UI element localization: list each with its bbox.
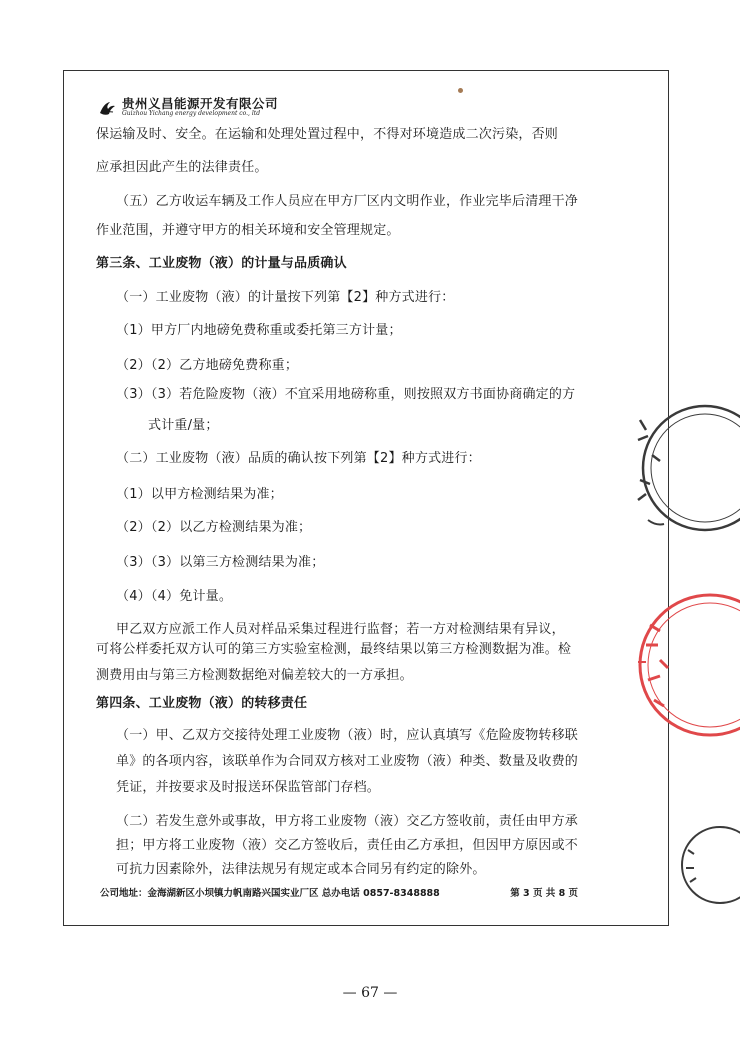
body-line: （1）以甲方检测结果为准； [116,487,283,502]
body-line: 可将公样委托双方认可的第三方实验室检测，最终结果以第三方检测数据为准。检 [96,642,572,657]
flame-logo-icon [98,99,118,117]
body-line: 凭证，并按要求及时报送环保监管部门存档。 [116,780,381,795]
section-heading: 第四条、工业废物（液）的转移责任 [96,696,308,711]
company-name-en: Guizhou Yichang energy development co., ltd [122,110,261,117]
body-line: （二）若发生意外或事故，甲方将工业废物（液）交乙方签收前，责任由甲方承 [116,814,579,829]
body-line: （4）（4）免计量。 [116,589,233,604]
body-line: （3）（3）以第三方检测结果为准； [116,555,325,570]
body-line: 测费用由与第三方检测数据绝对偏差较大的一方承担。 [96,668,413,683]
body-line: 作业范围，并遵守甲方的相关环境和安全管理规定。 [96,223,400,238]
body-line: 担；甲方将工业废物（液）交乙方签收后，责任由乙方承担，但因甲方原因或不 [116,838,579,853]
body-line: 应承担因此产生的法律责任。 [96,160,268,175]
body-line: （一）工业废物（液）的计量按下列第【2】种方式进行： [116,290,455,305]
page-info: 第 3 页 共 8 页 [510,888,578,899]
company-address: 公司地址：金海湖新区小坝镇力帆南路兴国实业厂区 总办电话 0857-8348888 [100,888,440,899]
body-line: 保运输及时、安全。在运输和处理处置过程中，不得对环境造成二次污染，否则 [96,127,559,142]
body-line: （3）（3）若危险废物（液）不宜采用地磅称重，则按照双方书面协商确定的方 [116,387,576,402]
body-line: 单》的各项内容，该联单作为合同双方核对工业废物（液）种类、数量及收费的 [116,754,579,769]
body-line: （2）（2）以乙方检测结果为准； [116,520,312,535]
body-line: （五）乙方收运车辆及工作人员应在甲方厂区内文明作业，作业完毕后清理干净 [116,194,579,209]
body-line: （一）甲、乙双方交接待处理工业废物（液）时，应认真填写《危险废物转移联 [116,728,579,743]
body-line: （2）（2）乙方地磅免费称重； [116,358,299,373]
page-number: — 67 — [342,985,398,1001]
black-seal-partial-lower [650,820,740,910]
body-line: 可抗力因素除外，法律法规另有规定或本合同另有约定的除外。 [116,862,486,877]
company-name-cn: 贵州义昌能源开发有限公司 [122,96,279,111]
black-seal-partial [610,400,740,540]
company-logo [98,97,278,118]
page-footer [100,885,578,899]
red-seal-partial [610,590,740,740]
body-line: 式计重/量； [148,418,219,433]
body-line: （1）甲方厂内地磅免费称重或委托第三方计量； [116,323,402,338]
paper-speck [458,88,463,93]
body-line: 甲乙双方应派工作人员对样品采集过程进行监督；若一方对检测结果有异议， [116,622,565,637]
section-heading: 第三条、工业废物（液）的计量与品质确认 [96,256,347,271]
body-line: （二）工业废物（液）品质的确认按下列第【2】种方式进行： [116,451,481,466]
